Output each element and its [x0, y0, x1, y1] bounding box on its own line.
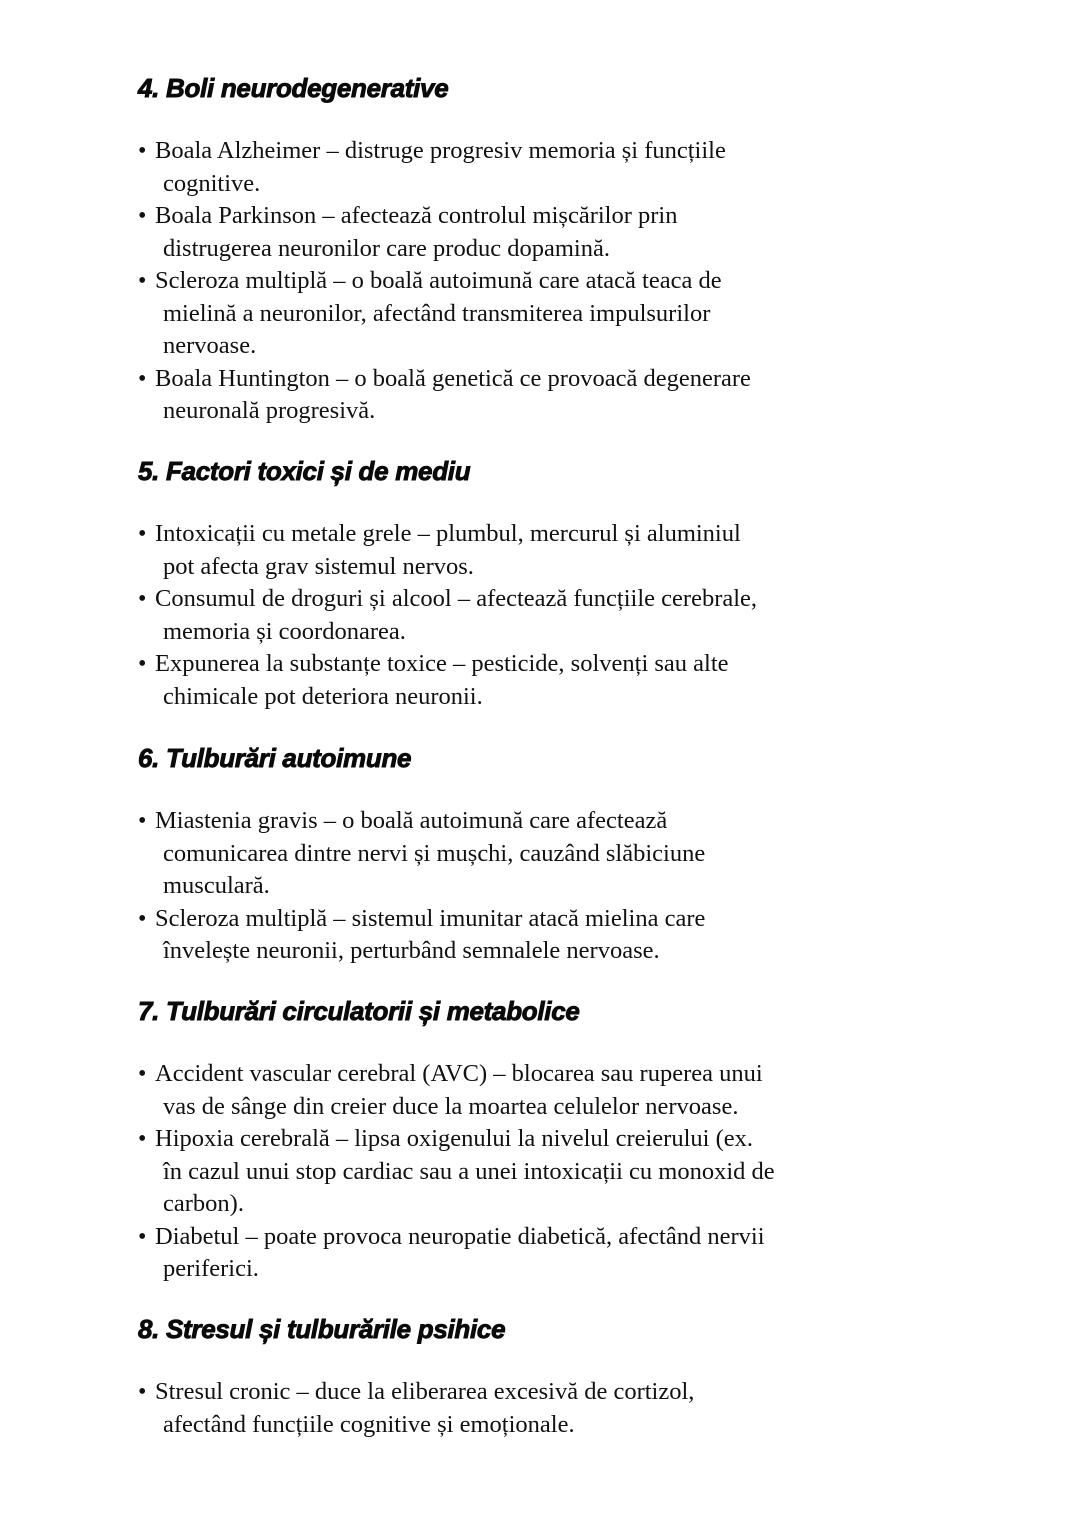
- bullet-icon: •: [138, 1061, 147, 1087]
- bullet-icon: •: [138, 521, 147, 547]
- item-line: Stresul cronic – duce la eliberarea excesivă de cortizol,: [155, 1378, 695, 1405]
- bullet-icon: •: [138, 1223, 147, 1250]
- item-line: mielină a neuronilor, afectând transmiterea impulsurilor: [163, 299, 711, 327]
- section-autoimmune: [138, 742, 858, 964]
- item-line: Miastenia gravis – o boală autoimună care afectează: [155, 807, 668, 834]
- item-line: chimicale pot deteriora neuronii.: [163, 682, 483, 710]
- bullet-icon: •: [138, 586, 147, 612]
- item-line: distrugerea neuronilor care produc dopamină.: [163, 234, 610, 262]
- section-circulatory-metabolic: [138, 995, 858, 1282]
- list-item: [138, 903, 858, 968]
- item-line: pot afecta grav sistemul nervos.: [163, 552, 474, 580]
- section-neurodegenerative: [138, 72, 858, 424]
- bullet-icon: •: [138, 268, 147, 294]
- item-line: comunicarea dintre nervi și mușchi, cauzând slăbiciune: [163, 839, 706, 867]
- list-item: [138, 1376, 858, 1441]
- item-line: musculară.: [163, 872, 270, 899]
- item-line: cognitive.: [163, 169, 261, 197]
- item-line: Expunerea la substanțe toxice – pesticide, solvenți sau alte: [155, 650, 729, 677]
- section-heading: 6. Tulburări autoimune: [138, 743, 412, 773]
- item-line: carbon).: [163, 1190, 244, 1217]
- section-stress-psychic: [138, 1313, 858, 1438]
- bullet-icon: •: [138, 808, 147, 834]
- item-line: Hipoxia cerebrală – lipsa oxigenului la nivelul creierului (ex.: [155, 1125, 753, 1152]
- item-line: în cazul unui stop cardiac sau a unei intoxicații cu monoxid de: [163, 1157, 775, 1185]
- list-item: [138, 648, 858, 713]
- bullet-icon: •: [138, 203, 147, 229]
- item-line: Diabetul – poate provoca neuropatie diabetică, afectând nervii: [155, 1222, 765, 1250]
- list-item: [138, 135, 858, 200]
- bullet-icon: •: [138, 138, 147, 164]
- bullet-icon: •: [138, 1126, 147, 1152]
- item-line: periferici.: [163, 1255, 259, 1282]
- bullet-list: [138, 135, 858, 428]
- list-item: [138, 200, 858, 265]
- item-line: învelește neuronii, perturbând semnalele nervoase.: [163, 937, 660, 964]
- item-line: neuronală progresivă.: [163, 397, 376, 424]
- item-line: Scleroza multiplă – sistemul imunitar atacă mielina care: [155, 904, 706, 932]
- bullet-icon: •: [138, 1379, 147, 1405]
- list-item: [138, 1221, 858, 1286]
- list-item: [138, 583, 858, 648]
- section-toxic-factors: [138, 455, 858, 710]
- bullet-icon: •: [138, 905, 147, 932]
- list-item: [138, 805, 858, 903]
- section-heading: 4. Boli neurodegenerative: [138, 73, 449, 103]
- section-heading: 7. Tulburări circulatorii și metabolice: [138, 996, 580, 1026]
- item-line: nervoase.: [163, 332, 257, 359]
- item-line: memoria și coordonarea.: [163, 617, 406, 645]
- item-line: Scleroza multiplă – o boală autoimună care atacă teaca de: [155, 267, 722, 294]
- item-line: Boala Huntington – o boală genetică ce provoacă degenerare: [155, 364, 751, 392]
- list-item: [138, 518, 858, 583]
- section-heading: 5. Factori toxici și de mediu: [138, 456, 471, 486]
- item-line: Consumul de droguri și alcool – afectează funcțiile cerebrale,: [155, 585, 758, 612]
- bullet-icon: •: [138, 651, 147, 677]
- bullet-list: [138, 805, 858, 968]
- bullet-icon: •: [138, 365, 147, 392]
- item-line: Boala Alzheimer – distruge progresiv memoria și funcțiile: [155, 137, 726, 164]
- item-line: afectând funcțiile cognitive și emoționale.: [163, 1410, 575, 1438]
- bullet-list: [138, 1058, 858, 1286]
- item-line: vas de sânge din creier duce la moartea celulelor nervoase.: [163, 1092, 739, 1120]
- item-line: Intoxicații cu metale grele – plumbul, mercurul și aluminiul: [155, 520, 741, 547]
- item-line: Accident vascular cerebral (AVC) – blocarea sau ruperea unui: [155, 1060, 763, 1087]
- bullet-list: [138, 1376, 858, 1441]
- list-item: [138, 265, 858, 363]
- bullet-list: [138, 518, 858, 713]
- item-line: Boala Parkinson – afectează controlul mișcărilor prin: [155, 202, 678, 229]
- list-item: [138, 1058, 858, 1123]
- list-item: [138, 363, 858, 428]
- section-heading: 8. Stresul și tulburările psihice: [138, 1314, 506, 1344]
- list-item: [138, 1123, 858, 1221]
